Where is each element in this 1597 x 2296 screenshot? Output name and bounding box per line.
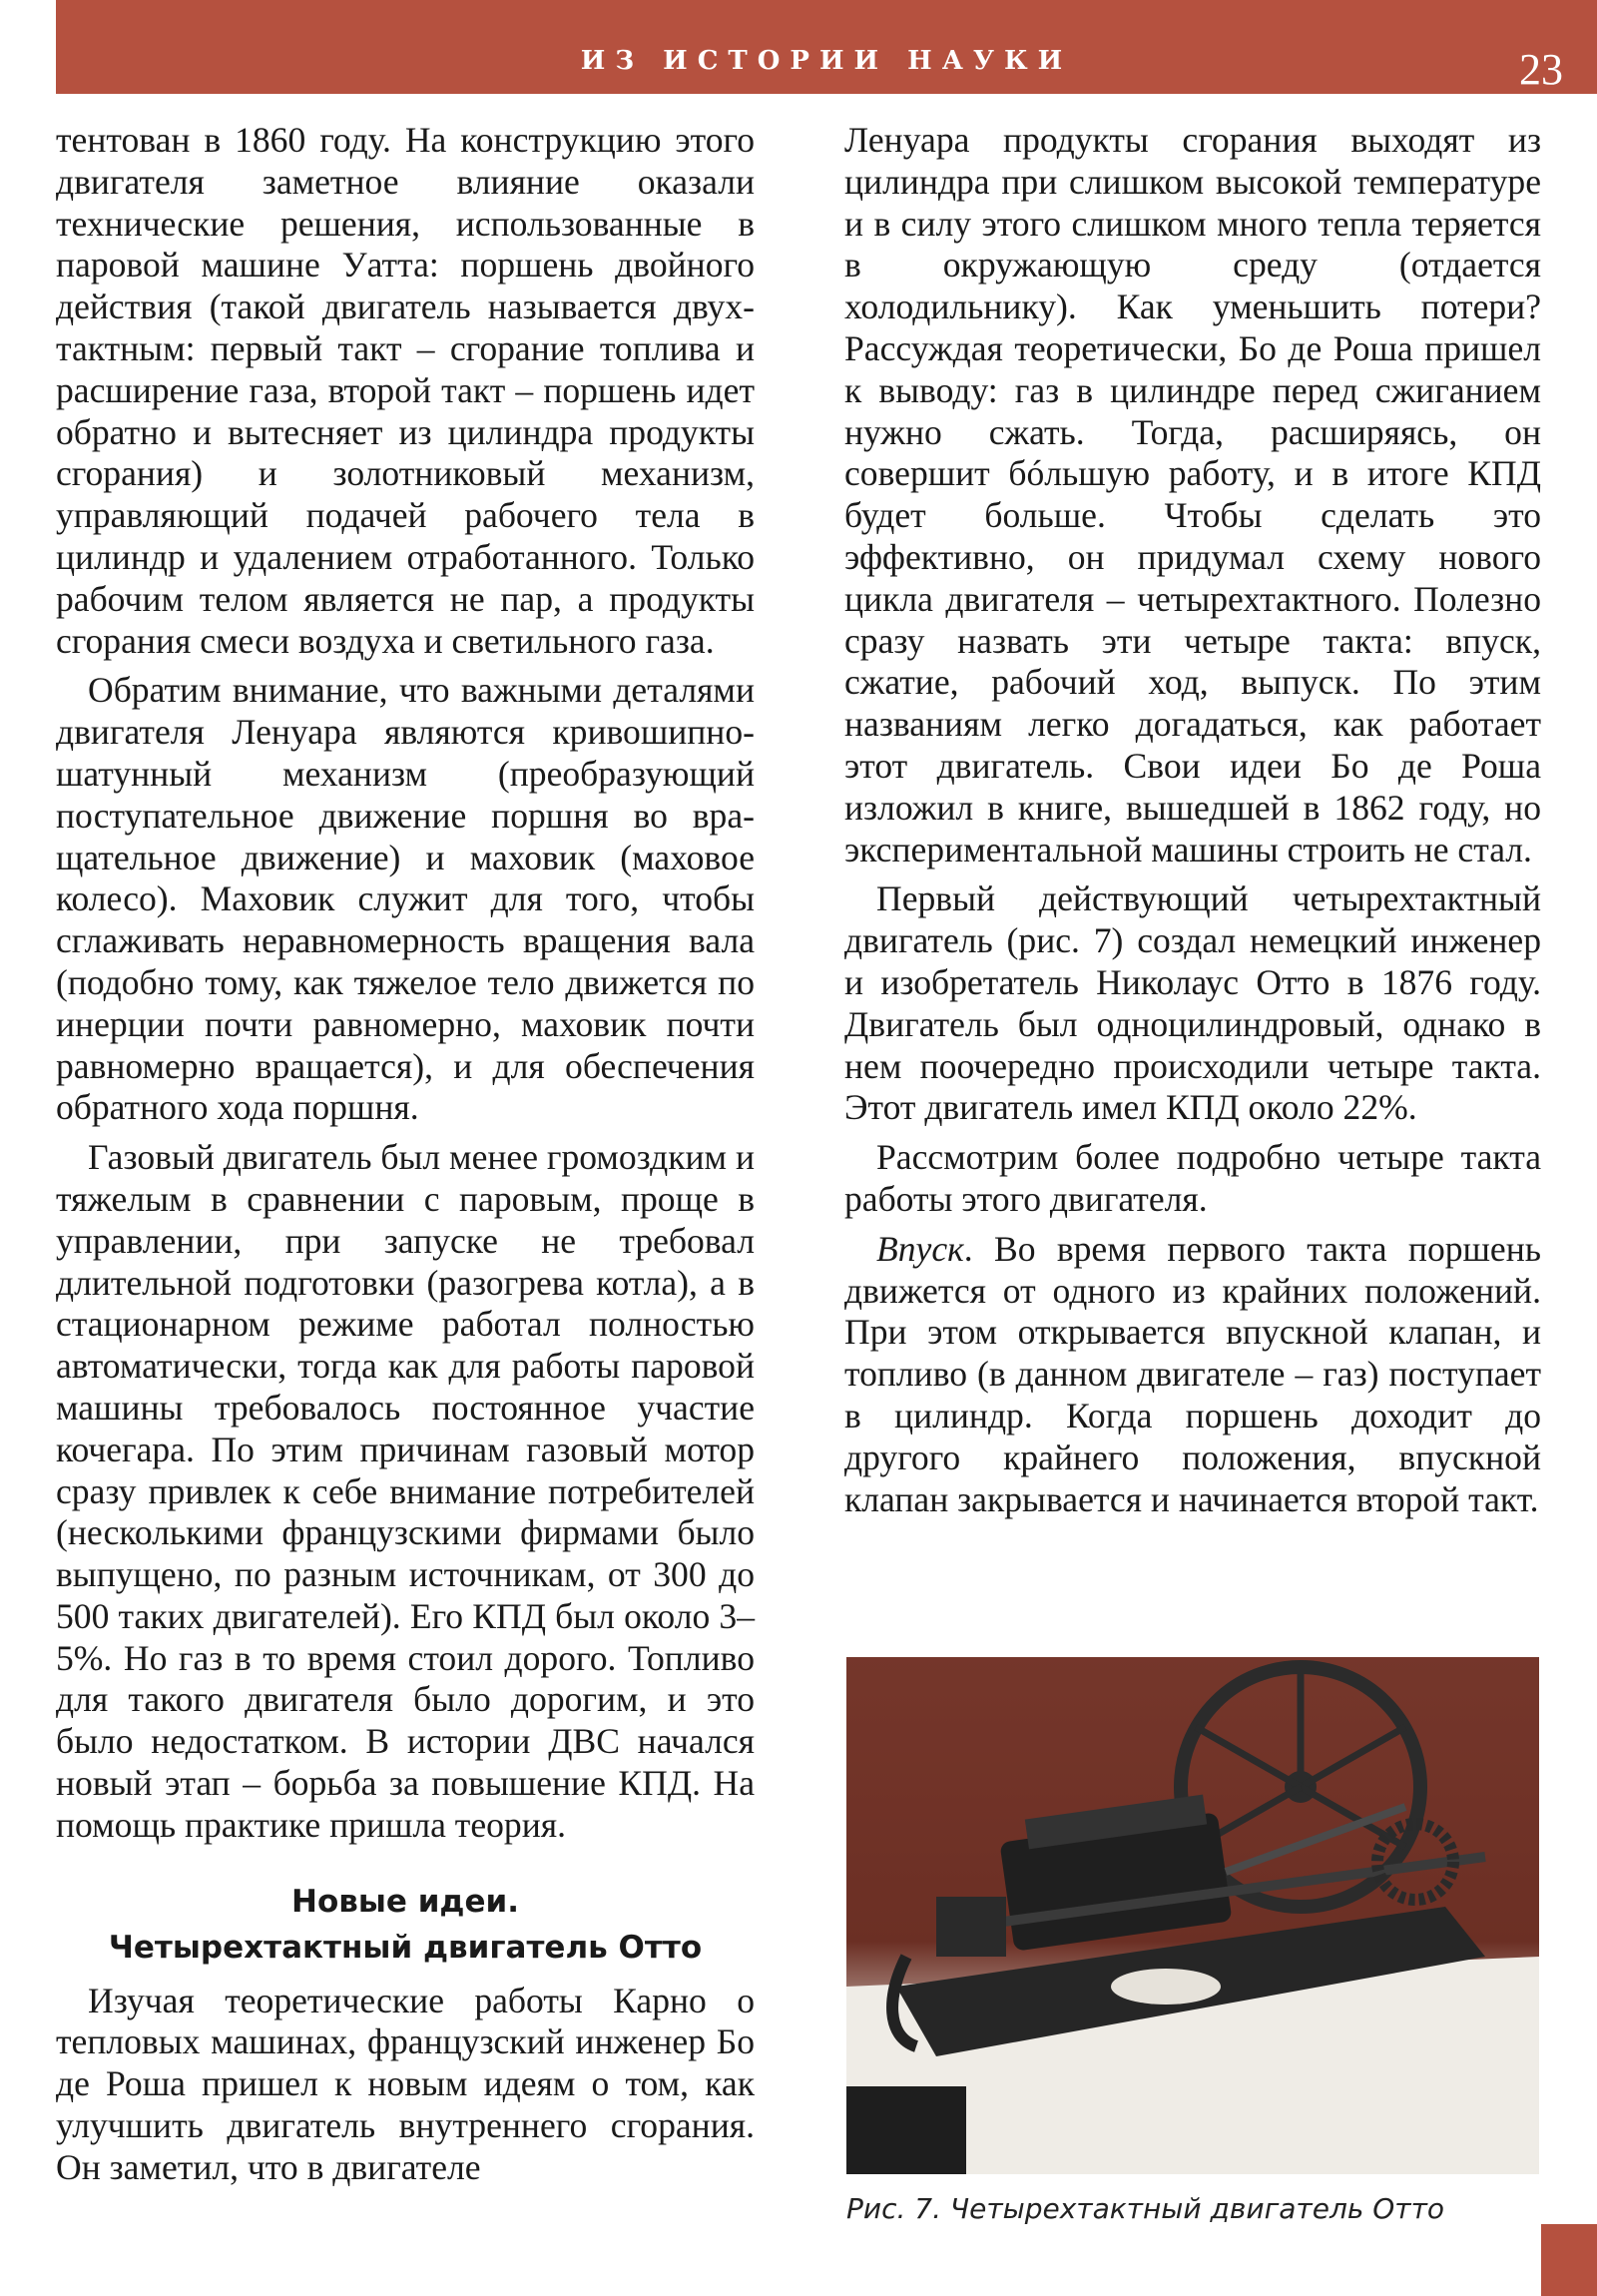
intake-text: . Во время первого такта поршень движется от одного из крайних положений. При этом открывается впускной клапан, и топливо (в данном двигателе – газ) поступает в цилиндр. Когда поршень доходит до другого крайнего положения, впускной клапан закрывается и начинается второй такт. — [844, 1228, 1541, 1519]
paragraph-intake — [844, 1229, 1541, 1521]
section-subheading — [56, 1879, 755, 1971]
figure-caption: Рис. 7. Четырехтактный двигатель Отто — [846, 2192, 1445, 2225]
intake-term: Впуск — [876, 1228, 964, 1269]
otto-engine-photo — [846, 1657, 1539, 2174]
right-column — [844, 120, 1541, 1528]
subheading-line: Новые идеи. — [291, 1883, 519, 1920]
paragraph: Ленуара продукты сгорания выходят из цилиндра при слишком высокой температуре и в силу этого слишком много тепла теряется в окружающую среду (отдается холодильнику). Как уменьшить потери? Рассуждая теоретически, Бо де Роша пришел к выводу: газ в цилиндре перед сжиганием нужно сжать. Тогда, расширяясь, он совершит бóльшую работу, и в итоге КПД будет больше. Чтобы сделать это эффективно, он придумал схему нового цикла двигателя – четырехтактного. Полезно сразу назвать эти четыре такта: впуск, сжатие, рабочий ход, выпуск. По этим названиям легко догадаться, как работает этот двигатель. Свои идеи Бо де Роша изложил в книге, вышедшей в 1862 году, но экспериментальной машины строить не стал. — [844, 120, 1541, 869]
paragraph: Изучая теоретические работы Карно о тепловых машинах, французский инженер Бо де Роша пришел к новым идеям о том, как улучшить двигатель внутреннего сгорания. Он заметил, что в двигателе — [56, 1980, 755, 2187]
subheading-line: Четырехтактный двигатель Отто — [108, 1929, 703, 1966]
paragraph: Обратим внимание, что важными деталями двигателя Ленуара являются кривошипно-шатунный механизм (преобразующий поступательное движение поршня во вращательное движение) и маховик (маховое колесо). Маховик служит для того, чтобы сглаживать неравномерность вращения вала (подобно тому, как тяжелое тело движется по инерции почти равномерно, маховик почти равномерно вращается), и для обеспечения обратного хода поршня. — [56, 670, 755, 1128]
left-column — [56, 120, 755, 2197]
page-number: 23 — [1519, 45, 1563, 94]
paragraph: тентован в 1860 году. На конструкцию этого двигателя заметное влияние оказали технические решения, использованные в паровой машине Уатта: поршень двойного действия (такой двигатель называется двухтактным: первый такт – сгорание топлива и расширение газа, второй такт – поршень идет обратно и вытесняет из цилиндра продукты сгорания) и золотниковый механизм, управляющий подачей рабочего тела в цилиндр и удалением отработанного. Только рабочим телом является не пар, а продукты сгорания смеси воздуха и светильного газа. — [56, 120, 755, 661]
paragraph: Рассмотрим более подробно четыре такта работы этого двигателя. — [844, 1137, 1541, 1219]
section-title: ИЗ ИСТОРИИ НАУКИ — [580, 46, 1073, 76]
paragraph: Газовый двигатель был менее громоздким и тяжелым в сравнении с паровым, проще в управлении, при запуске не требовал длительной подготовки (разогрева котла), а в стационарном режиме работал полностью автоматически, тогда как для работы паровой машины требовалось постоянное участие кочегара. По этим причинам газовый мотор сразу привлек к себе внимание потребителей (несколькими французскими фирмами было выпущено, по разным источникам, от 300 до 500 таких двигателей). Его КПД был около 3–5%. Но газ в то время стоил дорого. Топливо для такого двигателя было дорогим, и это было недостатком. В истории ДВС начался новый этап – борьба за повышение КПД. На помощь практике пришла теория. — [56, 1137, 755, 1845]
header-bar — [56, 0, 1597, 94]
page-corner-marker — [1541, 2224, 1597, 2296]
paragraph: Первый действующий четырехтактный двигатель (рис. 7) создал немецкий инженер и изобретатель Николаус Отто в 1876 году. Двигатель был одноцилиндровый, однако в нем поочередно происходили четыре такта. Этот двигатель имел КПД около 22%. — [844, 878, 1541, 1128]
engine-illustration — [846, 1657, 1539, 2174]
